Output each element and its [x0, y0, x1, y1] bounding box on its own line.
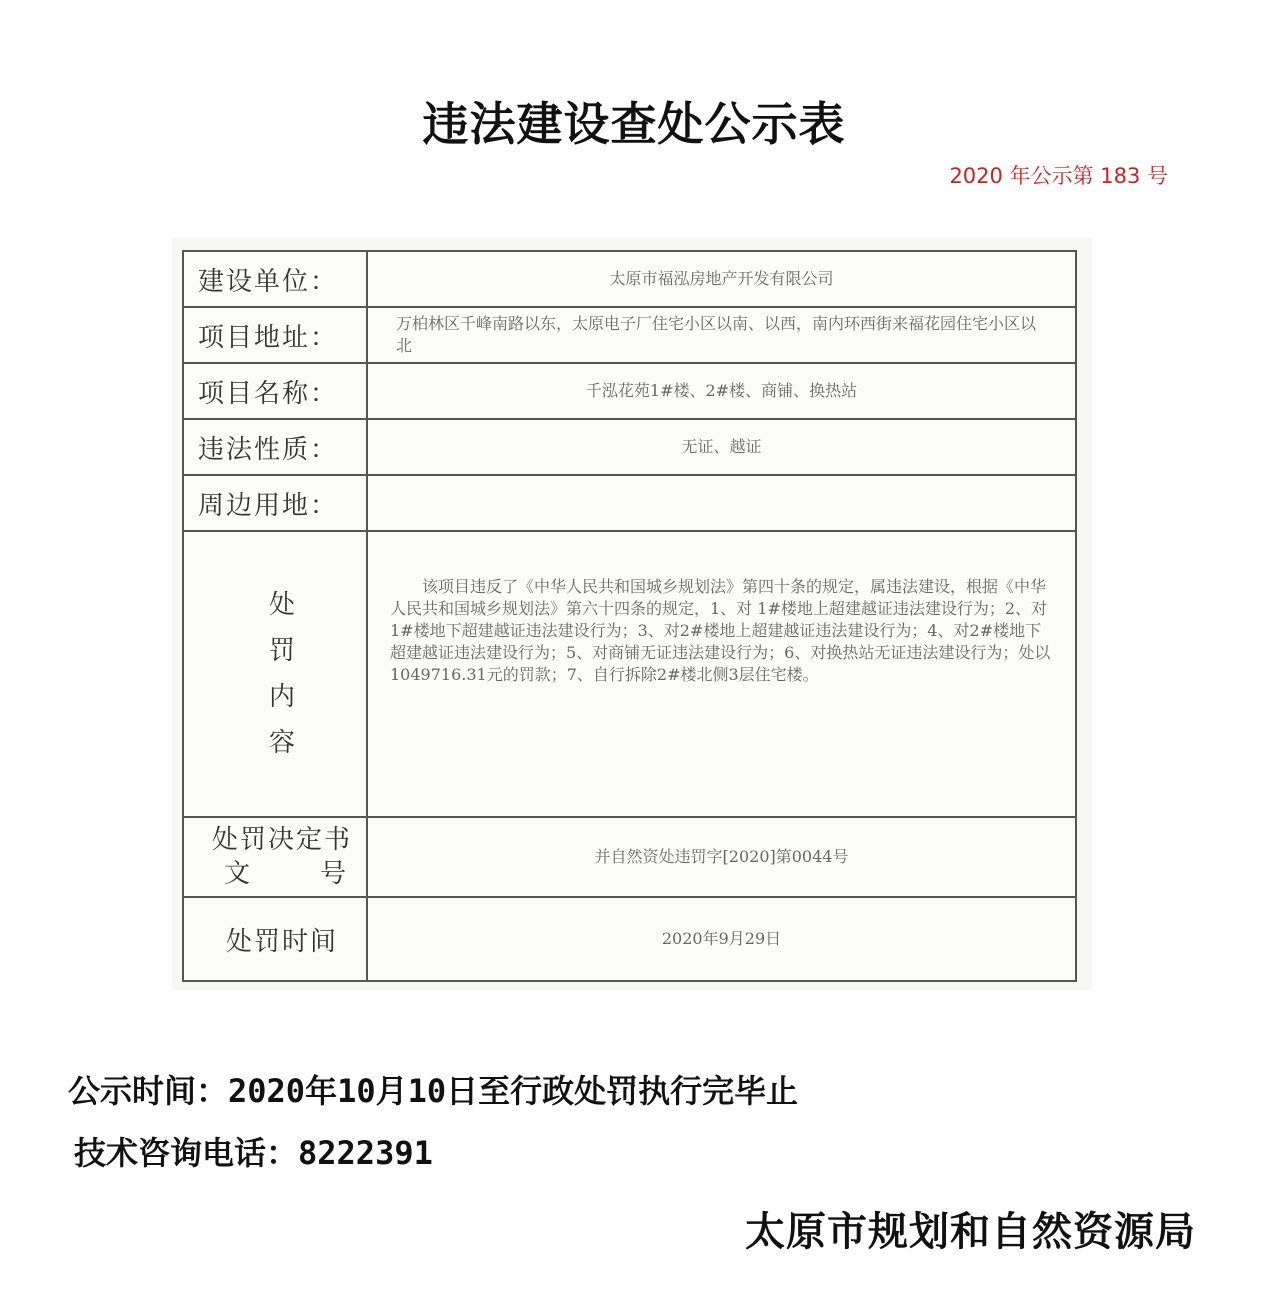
surrounding-land-label: 周边用地： [183, 475, 367, 531]
decision-doc-label-line2 [198, 857, 366, 891]
construction-unit-value: 太原市福泓房地产开发有限公司 [367, 251, 1076, 307]
surrounding-land-value [367, 475, 1076, 531]
row-penalty-content [183, 531, 1076, 817]
row-penalty-time [183, 897, 1076, 981]
notice-number: 2020 年公示第 183 号 [949, 164, 1168, 188]
page-title: 违法建设查处公示表 [422, 97, 846, 151]
decision-doc-label-char-a: 文 [224, 859, 253, 889]
penalty-content-value [367, 531, 1076, 817]
penalty-content-label-text: 处罚内容 [269, 590, 298, 758]
construction-unit-label: 建设单位： [183, 251, 367, 307]
penalty-content-label [183, 531, 367, 817]
violation-nature-value: 无证、越证 [367, 419, 1076, 475]
publicity-period: 公示时间：2020年10月10日至行政处罚执行完毕止 [68, 1072, 799, 1110]
penalty-content-text: 该项目违反了《中华人民共和国城乡规划法》第四十条的规定，属违法建设，根据《中华人民共和国城乡规划法》第六十四条的规定，1、对 1#楼地上超建越证违法建设行为；2、对1#楼地下超建越证违法建设行为；3、对2#楼地上超建越证违法建设行为；4、对2#楼地下超建越证违法建设行为；5、对商铺无证违法建设行为；6、对换热站无证违法建设行为；处以1049716.31元的罚款；7、自行拆除2#楼北侧3层住宅楼。 [390, 577, 1051, 684]
project-name-label: 项目名称： [183, 363, 367, 419]
project-address-label: 项目地址： [183, 307, 367, 363]
decision-doc-label [183, 817, 367, 897]
decision-doc-value: 并自然资处违罚字[2020]第0044号 [367, 817, 1076, 897]
decision-doc-label-line1: 处罚决定书 [211, 825, 352, 855]
violation-nature-label: 违法性质： [183, 419, 367, 475]
project-address-value: 万柏林区千峰南路以东，太原电子厂住宅小区以南、以西，南内环西街来福花园住宅小区以北 [367, 307, 1076, 363]
row-surrounding-land [183, 475, 1076, 531]
violation-table [182, 250, 1077, 982]
issuing-authority: 太原市规划和自然资源局 [745, 1208, 1196, 1255]
consult-phone: 技术咨询电话：8222391 [74, 1134, 433, 1172]
penalty-time-value: 2020年9月29日 [367, 897, 1076, 981]
row-construction-unit [183, 251, 1076, 307]
row-decision-doc [183, 817, 1076, 897]
row-project-address [183, 307, 1076, 363]
penalty-time-label: 处罚时间 [183, 897, 367, 981]
row-project-name [183, 363, 1076, 419]
decision-doc-label-char-b: 号 [319, 859, 348, 889]
row-violation-nature [183, 419, 1076, 475]
project-name-value: 千泓花苑1#楼、2#楼、商铺、换热站 [367, 363, 1076, 419]
